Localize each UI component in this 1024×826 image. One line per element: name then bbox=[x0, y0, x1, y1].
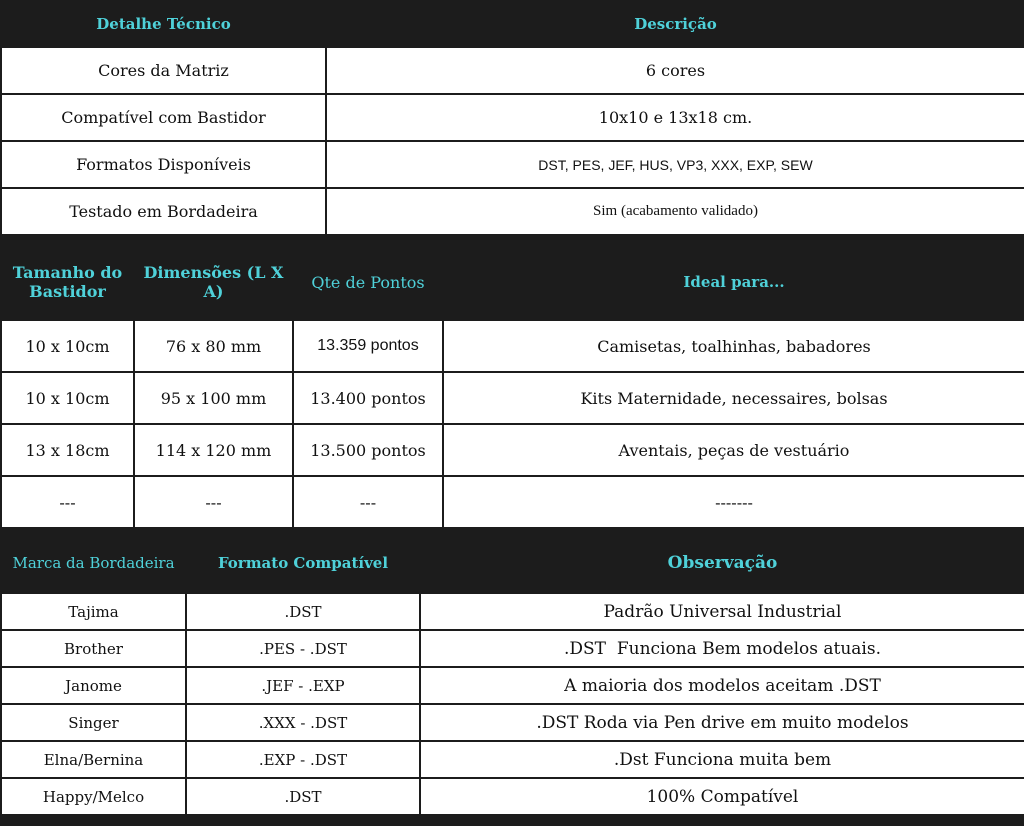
cell-detail: Cores da Matriz bbox=[1, 47, 326, 94]
cell-description: 6 cores bbox=[326, 47, 1024, 94]
cell-detail: Formatos Disponíveis bbox=[1, 141, 326, 188]
table-row bbox=[1, 630, 1024, 667]
cell-brand: Happy/Melco bbox=[1, 778, 186, 815]
header-observacao: Observação bbox=[420, 533, 1024, 593]
table-row bbox=[1, 47, 1024, 94]
cell-description: DST, PES, JEF, HUS, VP3, XXX, EXP, SEW bbox=[326, 141, 1024, 188]
cell-format: .EXP - .DST bbox=[186, 741, 420, 778]
table-row bbox=[1, 741, 1024, 778]
table-row bbox=[1, 667, 1024, 704]
cell-stitches: 13.500 pontos bbox=[293, 424, 443, 476]
cell-brand: Brother bbox=[1, 630, 186, 667]
cell-ideal-for: ------- bbox=[443, 476, 1024, 528]
cell-stitches: --- bbox=[293, 476, 443, 528]
cell-observation: .Dst Funciona muita bem bbox=[420, 741, 1024, 778]
cell-observation: Padrão Universal Industrial bbox=[420, 593, 1024, 630]
cell-dimensions: --- bbox=[134, 476, 293, 528]
table-row bbox=[1, 372, 1024, 424]
header-dimensoes: Dimensões (L X A) bbox=[134, 244, 293, 320]
cell-observation: 100% Compatível bbox=[420, 778, 1024, 815]
cell-format: .PES - .DST bbox=[186, 630, 420, 667]
table-header-row bbox=[1, 1, 1024, 47]
cell-format: .DST bbox=[186, 778, 420, 815]
cell-brand: Janome bbox=[1, 667, 186, 704]
table-row bbox=[1, 188, 1024, 235]
technical-details-table bbox=[0, 0, 1024, 236]
table-header-row bbox=[1, 533, 1024, 593]
cell-ideal-for: Kits Maternidade, necessaires, bolsas bbox=[443, 372, 1024, 424]
table-row bbox=[1, 704, 1024, 741]
table-row bbox=[1, 476, 1024, 528]
cell-detail: Compatível com Bastidor bbox=[1, 94, 326, 141]
machine-compatibility-table bbox=[0, 532, 1024, 816]
cell-brand: Singer bbox=[1, 704, 186, 741]
cell-hoop-size: 10 x 10cm bbox=[1, 320, 134, 372]
table-row bbox=[1, 424, 1024, 476]
cell-ideal-for: Camisetas, toalhinhas, babadores bbox=[443, 320, 1024, 372]
cell-brand: Elna/Bernina bbox=[1, 741, 186, 778]
cell-dimensions: 114 x 120 mm bbox=[134, 424, 293, 476]
header-descricao: Descrição bbox=[326, 1, 1024, 47]
cell-observation: .DST Roda via Pen drive em muito modelos bbox=[420, 704, 1024, 741]
table-row bbox=[1, 778, 1024, 815]
cell-stitches: 13.400 pontos bbox=[293, 372, 443, 424]
table-row bbox=[1, 320, 1024, 372]
table-row bbox=[1, 593, 1024, 630]
header-qte-pontos: Qte de Pontos bbox=[293, 244, 443, 320]
header-formato-compativel: Formato Compatível bbox=[186, 533, 420, 593]
table-row bbox=[1, 141, 1024, 188]
cell-hoop-size: 10 x 10cm bbox=[1, 372, 134, 424]
cell-stitches: 13.359 pontos bbox=[293, 320, 443, 372]
header-tamanho-bastidor: Tamanho do Bastidor bbox=[1, 244, 134, 320]
header-ideal-para: Ideal para... bbox=[443, 244, 1024, 320]
cell-format: .JEF - .EXP bbox=[186, 667, 420, 704]
header-marca-bordadeira: Marca da Bordadeira bbox=[1, 533, 186, 593]
cell-description: 10x10 e 13x18 cm. bbox=[326, 94, 1024, 141]
cell-format: .DST bbox=[186, 593, 420, 630]
cell-hoop-size: 13 x 18cm bbox=[1, 424, 134, 476]
cell-dimensions: 95 x 100 mm bbox=[134, 372, 293, 424]
cell-hoop-size: --- bbox=[1, 476, 134, 528]
cell-observation: A maioria dos modelos aceitam .DST bbox=[420, 667, 1024, 704]
cell-dimensions: 76 x 80 mm bbox=[134, 320, 293, 372]
cell-detail: Testado em Bordadeira bbox=[1, 188, 326, 235]
cell-ideal-for: Aventais, peças de vestuário bbox=[443, 424, 1024, 476]
cell-description: Sim (acabamento validado) bbox=[326, 188, 1024, 235]
table-header-row bbox=[1, 244, 1024, 320]
table-row bbox=[1, 94, 1024, 141]
hoop-sizes-table bbox=[0, 243, 1024, 529]
header-detalhe-tecnico: Detalhe Técnico bbox=[1, 1, 326, 47]
cell-brand: Tajima bbox=[1, 593, 186, 630]
cell-format: .XXX - .DST bbox=[186, 704, 420, 741]
cell-observation: .DST Funciona Bem modelos atuais. bbox=[420, 630, 1024, 667]
